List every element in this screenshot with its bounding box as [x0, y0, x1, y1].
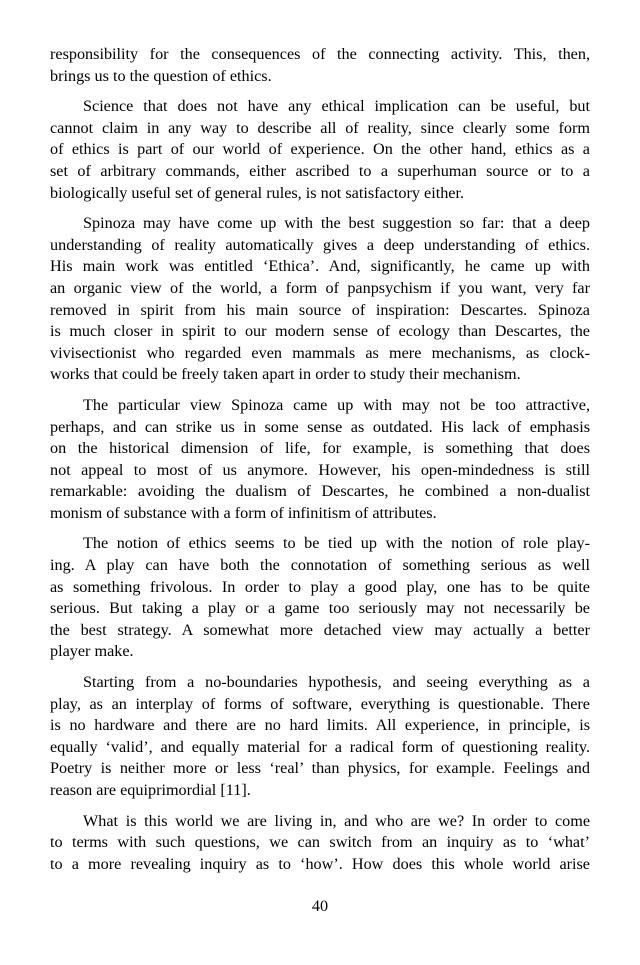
text-line: cannot claim in any way to describe all of reality, since clearly some form: [50, 118, 590, 137]
text-line: His main work was entitled ‘Ethica’. And, significantly, he came up with: [50, 257, 590, 276]
text-line: of ethics is part of our world of experience. On the other hand, ethics as a: [50, 140, 590, 159]
paragraph-continued: [50, 44, 590, 87]
text-line: Spinoza may have come up with the best suggestion so far: that a deep: [83, 214, 590, 233]
text-line: perhaps, and can strike us in some sense as outdated. His lack of emphasis: [50, 417, 590, 436]
text-line: set of arbitrary commands, either ascribed to a superhuman source or to a: [50, 161, 590, 180]
paragraph-spinoza-view: [50, 395, 590, 525]
text-line: as something frivolous. In order to play a good play, one has to be quite: [50, 577, 590, 596]
paragraph-what-is-this-world: [50, 811, 590, 876]
text-line: to terms with such questions, we can switch from an inquiry as to ‘what’: [50, 833, 590, 852]
text-line: The particular view Spinoza came up with may not be too attractive,: [83, 395, 590, 414]
text-line: responsibility for the consequences of the connecting activity. This, then,: [50, 45, 590, 63]
text-line: Poetry is neither more or less ‘real’ than physics, for example. Feelings and: [50, 759, 590, 778]
text-line: removed in spirit from his main source of inspiration: Descartes. Spinoza: [50, 300, 590, 319]
paragraph-science-ethics: [50, 96, 590, 204]
text-line: Starting from a no-boundaries hypothesis, and seeing everything as a: [83, 673, 590, 692]
text-line: to a more revealing inquiry as to ‘how’. How does this whole world arise: [50, 854, 590, 873]
text-line: vivisectionist who regarded even mammals as mere mechanisms, as clock-: [50, 343, 590, 362]
text-line: on the historical dimension of life, for example, is something that does: [50, 439, 590, 458]
text-line: works that could be freely taken apart in order to study their mechanism.: [50, 365, 521, 384]
text-line: What is this world we are living in, and who are we? In order to come: [83, 811, 590, 830]
text-line: the best strategy. A somewhat more detached view may actually a better: [50, 620, 590, 639]
paragraph-role-playing: [50, 533, 590, 663]
text-line: ing. A play can have both the connotation of something serious as well: [50, 556, 590, 575]
text-line: serious. But taking a play or a game too seriously may not necessarily be: [50, 599, 590, 618]
text-line: The notion of ethics seems to be tied up with the notion of role play-: [83, 534, 590, 553]
text-line: not appeal to most of us anymore. However, his open-mindedness is still: [50, 460, 590, 479]
text-line: is no hardware and there are no hard limits. All experience, in principle, is: [50, 716, 590, 735]
text-line: biologically useful set of general rules, is not satisfactory either.: [50, 183, 465, 202]
text-line: understanding of reality automatically gives a deep understanding of ethics.: [50, 235, 590, 254]
text-line: player make.: [50, 642, 134, 661]
document-page: [50, 44, 590, 884]
paragraph-no-boundaries: [50, 672, 590, 802]
text-line: remarkable: avoiding the dualism of Descartes, he combined a non-dualist: [50, 482, 590, 501]
text-line: equally ‘valid’, and equally material for a radical form of questioning reality.: [50, 737, 590, 756]
text-line: reason are equiprimordial [11].: [50, 781, 251, 799]
text-line: an organic view of the world, a form of panpsychism if you want, very far: [50, 278, 590, 297]
paragraph-spinoza: [50, 213, 590, 386]
text-line: monism of substance with a form of infinitism of attributes.: [50, 503, 437, 522]
text-line: play, as an interplay of forms of software, everything is questionable. There: [50, 694, 590, 713]
text-line: is much closer in spirit to our modern sense of ecology than Descartes, the: [50, 322, 590, 341]
text-line: Science that does not have any ethical implication can be useful, but: [83, 97, 590, 116]
text-line: brings us to the question of ethics.: [50, 66, 272, 85]
page-number: 40: [311, 897, 329, 915]
